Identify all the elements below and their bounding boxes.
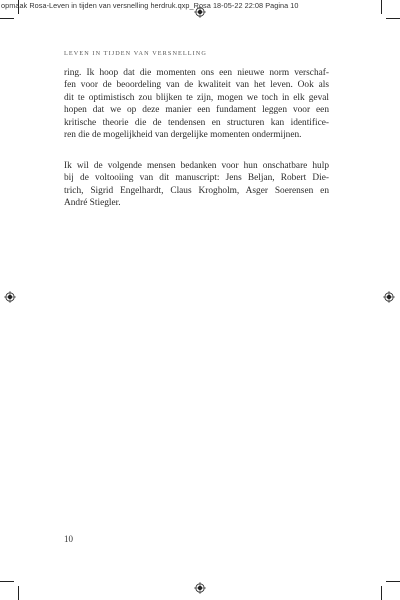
registration-mark-right-icon (383, 291, 395, 303)
text-line: André Stiegler. (64, 198, 121, 209)
crop-mark (386, 18, 400, 19)
print-slug-line: opmaak Rosa-Leven in tijden van versnelling herdruk.qxp_Rosa 18-05-22 22:08 Pagina 10 (1, 1, 299, 10)
text-line: ren die de mogelijkheid van dergelijke momenten ondermijnen. (64, 130, 302, 141)
registration-mark-left-icon (4, 291, 16, 303)
running-header: LEVEN IN TIJDEN VAN VERSNELLING (64, 50, 207, 57)
registration-mark-top-icon (194, 6, 206, 18)
text-line: dit te optimistisch zou blijken te zijn, mogen we toch in elk geval (64, 92, 329, 103)
crop-mark (386, 581, 400, 582)
body-paragraph-1 (64, 67, 329, 141)
text-line: ring. Ik hoop dat die momenten ons een nieuwe norm verschaf- (64, 68, 329, 78)
crop-mark (0, 581, 14, 582)
text-line: bij de voltooiing van dit manuscript: Jens Beljan, Robert Die- (64, 173, 329, 184)
text-line: hopen dat we op deze manier een fundament leggen voor een (64, 105, 329, 116)
crop-mark (0, 18, 14, 19)
body-paragraph-2 (64, 160, 329, 210)
text-line: kritische theorie die de tendensen en structuren kan identifice- (64, 117, 329, 128)
text-line: trich, Sigrid Engelhardt, Claus Krogholm, Asger Soerensen en (64, 185, 329, 196)
page-number: 10 (64, 534, 73, 544)
crop-mark (381, 0, 382, 14)
text-line: Ik wil de volgende mensen bedanken voor hun onschatbare hulp (64, 161, 329, 171)
text-line: fen voor de beoordeling van de kwaliteit van het leven. Ook als (64, 80, 329, 91)
registration-mark-bottom-icon (194, 582, 206, 594)
crop-mark (18, 0, 19, 14)
crop-mark (381, 586, 382, 600)
crop-mark (18, 586, 19, 600)
